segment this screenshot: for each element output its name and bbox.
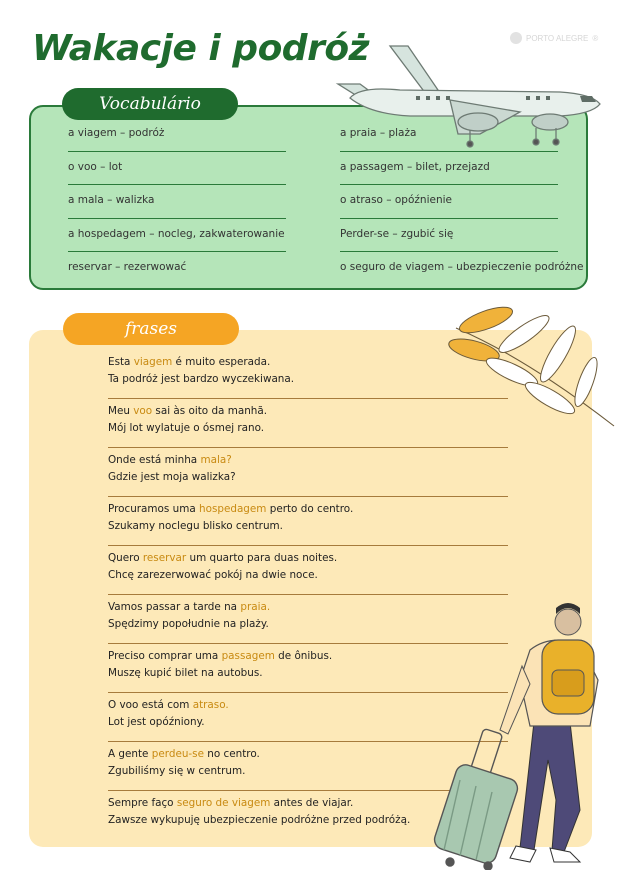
phrase-item <box>108 546 508 595</box>
leaf-branch-icon <box>446 298 618 430</box>
brand-name: PORTO ALEGRE <box>526 33 589 43</box>
vocab-item: reservar – rezerwować <box>68 261 187 273</box>
vocab-item: Perder-se – zgubić się <box>340 219 558 253</box>
vocab-item: a passagem – bilet, przejazd <box>340 152 558 186</box>
phrase-polish: Chcę zarezerwować pokój na dwie noce. <box>108 568 318 581</box>
phrase-text: de ônibus. <box>274 650 333 662</box>
vocab-item: a mala – walizka <box>68 185 286 219</box>
phrase-text: Preciso comprar uma <box>108 650 222 662</box>
phrase-text: um quarto para duas noites. <box>186 552 338 564</box>
vocab-item: o seguro de viagem – ubezpieczenie podróżne <box>340 261 584 273</box>
phrase-text: perto do centro. <box>266 503 354 515</box>
phrase-highlight: mala? <box>200 454 232 466</box>
vocab-item: a viagem – podróż <box>68 118 286 152</box>
brand-mark: ® <box>592 33 599 43</box>
phrase-portuguese <box>108 452 508 469</box>
phrase-highlight: atraso. <box>192 699 229 711</box>
phrase-text: sai às oito da manhã. <box>152 405 268 417</box>
phrases-heading: frases <box>63 313 239 345</box>
phrase-polish: Lot jest opóźniony. <box>108 715 205 728</box>
vocab-item: a hospedagem – nocleg, zakwaterowanie <box>68 219 286 253</box>
phrase-highlight: seguro de viagem <box>176 797 271 809</box>
phrase-polish: Ta podróż jest bardzo wyczekiwana. <box>108 372 295 385</box>
phrase-portuguese <box>108 501 508 518</box>
vocabulary-heading: Vocabulário <box>62 88 238 120</box>
phrase-text: é muito esperada. <box>172 356 271 368</box>
phrase-text: O voo está com <box>108 699 193 711</box>
phrase-text: Esta <box>108 356 134 368</box>
phrase-text: Vamos passar a tarde na <box>108 601 241 613</box>
phrase-polish: Mój lot wylatuje o ósmej rano. <box>108 421 265 434</box>
phrase-highlight: voo <box>133 405 153 417</box>
phrase-highlight: praia. <box>240 601 271 613</box>
phrase-item <box>108 448 508 497</box>
page-title: Wakacje i podróż <box>32 28 370 69</box>
phrase-polish: Spędzimy popołudnie na plaży. <box>108 617 269 630</box>
phrase-item <box>108 497 508 546</box>
phrase-text: Procuramos uma <box>108 503 199 515</box>
phrase-text: antes de viajar. <box>270 797 354 809</box>
vocab-item: o voo – lot <box>68 152 286 186</box>
airplane-icon <box>330 38 608 148</box>
phrase-highlight: perdeu-se <box>151 748 204 760</box>
phrase-highlight: reservar <box>142 552 187 564</box>
phrase-text: Quero <box>108 552 143 564</box>
phrase-polish: Szukamy noclegu blisko centrum. <box>108 519 283 532</box>
vocab-item: o atraso – opóźnienie <box>340 185 558 219</box>
vocab-item: a praia – plaża <box>340 118 558 152</box>
traveler-icon <box>430 600 610 870</box>
phrase-highlight: viagem <box>133 356 173 368</box>
phrase-text: Sempre faço <box>108 797 177 809</box>
phrase-text: no centro. <box>203 748 260 760</box>
phrase-highlight: hospedagem <box>199 503 267 515</box>
vocabulary-column-left <box>68 118 286 286</box>
phrase-portuguese <box>108 550 508 567</box>
phrase-polish: Zawsze wykupuję ubezpieczenie podróżne przed podróżą. <box>108 813 411 826</box>
phrase-text: A gente <box>108 748 152 760</box>
phrase-text: Meu <box>108 405 134 417</box>
phrase-polish: Muszę kupić bilet na autobus. <box>108 666 263 679</box>
phrase-text: Onde está minha <box>108 454 201 466</box>
phrase-polish: Gdzie jest moja walizka? <box>108 470 236 483</box>
phrase-highlight: passagem <box>221 650 275 662</box>
phrase-polish: Zgubiliśmy się w centrum. <box>108 764 246 777</box>
